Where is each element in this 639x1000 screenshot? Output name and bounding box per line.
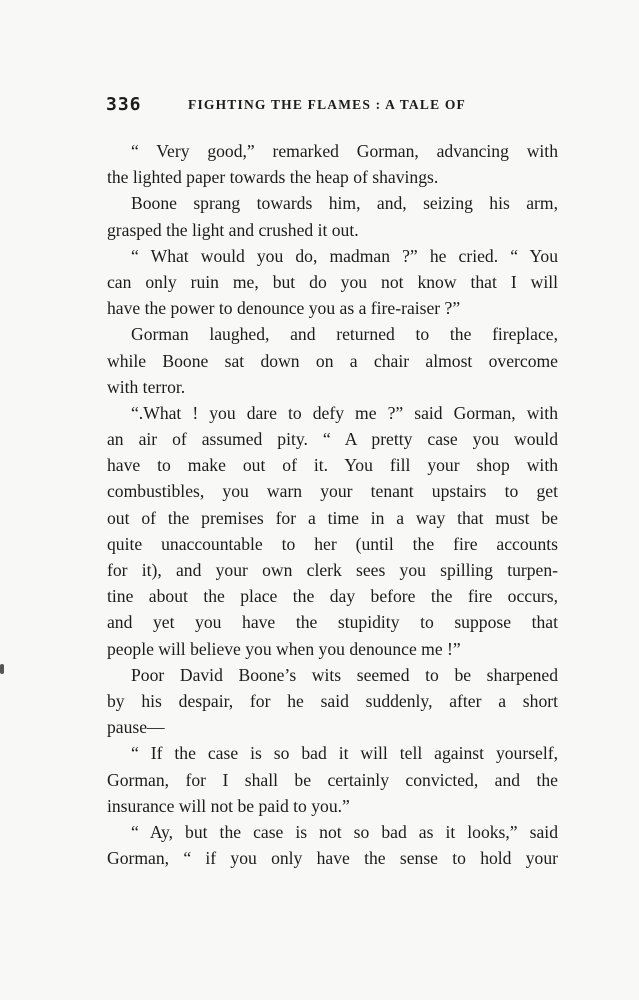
text-line: Poor David Boone’s wits seemed to be sharpened (131, 664, 558, 685)
text-line: pause— (107, 717, 165, 738)
page-number: 336 (106, 94, 142, 115)
text-line: Gorman laughed, and returned to the fireplace, (131, 324, 558, 345)
text-line: Boone sprang towards him, and, seizing his arm, (131, 193, 558, 214)
text-line: for it), and your own clerk sees you spilling turpen- (107, 560, 558, 580)
text-line: while Boone sat down on a chair almost overcome (107, 350, 558, 371)
page-header (106, 94, 558, 118)
text-line: insurance will not be paid to you.” (107, 795, 350, 816)
text-line: combustibles, you warn your tenant upstairs to get (107, 481, 558, 502)
text-line: people will believe you when you denounce me !” (107, 638, 461, 659)
text-line: and yet you have the stupidity to suppose that (107, 612, 558, 633)
text-line: have to make out of it. You fill your shop with (107, 455, 558, 476)
text-line: grasped the light and crushed it out. (107, 219, 359, 240)
text-line: with terror. (107, 376, 186, 397)
text-line: “.What ! you dare to defy me ?” said Gorman, with (131, 402, 558, 423)
text-line: Gorman, for I shall be certainly convicted, and the (107, 769, 558, 790)
text-line: have the power to denounce you as a fire-raiser ?” (107, 298, 461, 319)
text-line: by his despair, for he said suddenly, after a short (107, 690, 558, 711)
text-line: an air of assumed pity. “ A pretty case you would (107, 429, 558, 450)
text-line: tine about the place the day before the fire occurs, (107, 586, 558, 607)
text-line: out of the premises for a time in a way that must be (107, 507, 558, 528)
text-line: quite unaccountable to her (until the fire accounts (107, 533, 558, 554)
text-line: Gorman, “ if you only have the sense to hold your (107, 848, 558, 869)
text-line: “ If the case is so bad it will tell against yourself, (131, 743, 558, 764)
running-head: FIGHTING THE FLAMES : A TALE OF (188, 97, 466, 112)
text-line: “ What would you do, madman ?” he cried. “ You (131, 245, 558, 266)
text-line: “ Ay, but the case is not so bad as it looks,” said (131, 821, 558, 842)
body-text (107, 138, 558, 871)
text-line: can only ruin me, but do you not know that I will (107, 271, 558, 292)
text-line: the lighted paper towards the heap of shavings. (107, 167, 439, 188)
margin-mark (0, 664, 4, 674)
text-line: “ Very good,” remarked Gorman, advancing with (131, 141, 558, 161)
